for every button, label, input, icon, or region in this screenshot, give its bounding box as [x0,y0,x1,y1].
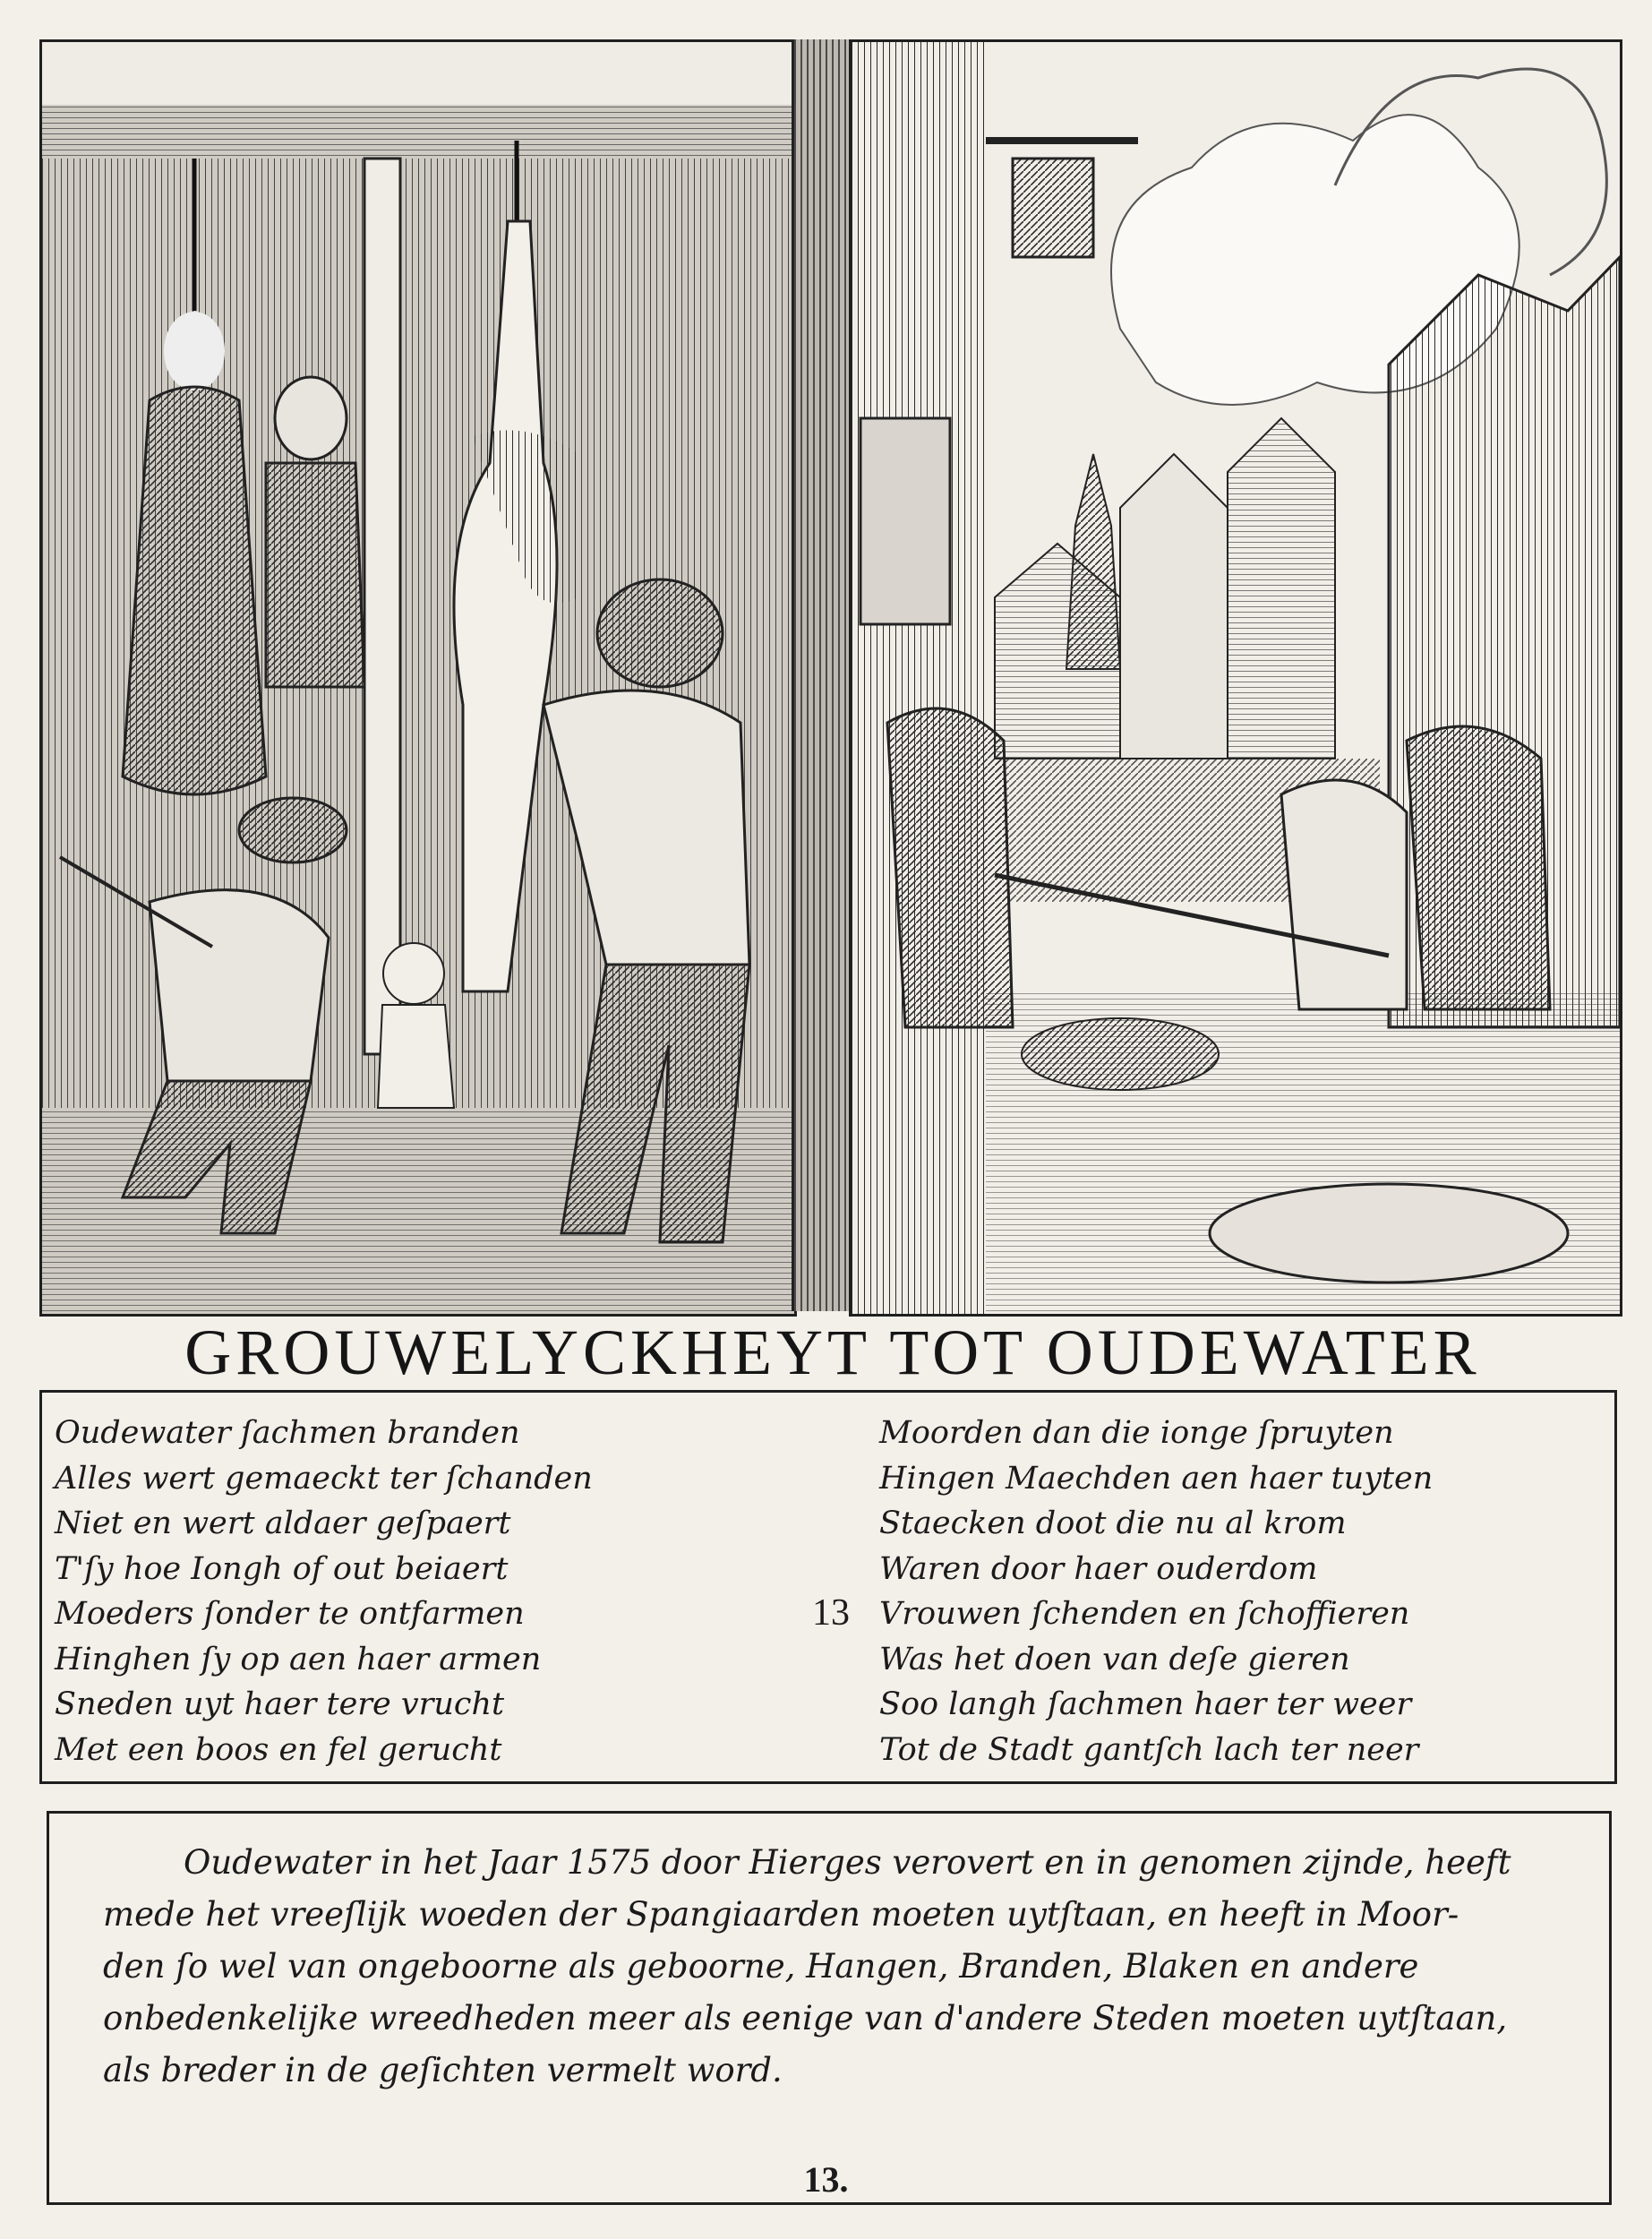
verse-number: 13 [812,1592,850,1634]
verse-line: Sneden uyt haer tere vrucht [55,1686,505,1722]
verse-line: Hinghen ſy op aen haer armen [55,1641,542,1677]
verse-line: Vrouwen ſchenden en ſchoffieren [879,1596,1410,1632]
verse-line: Niet en wert aldaer geſpaert [55,1506,511,1541]
print-title: GROUWELYCKHEYT TOT OUDEWATER [184,1317,1481,1388]
caption-line: mede het vreeſlijk woeden der Spangiaarden moeten uytſtaan, en heeft in Moor- [103,1895,1459,1934]
caption-box [47,1811,1612,2205]
page-number: 13. [803,2159,849,2200]
verse-line: Hingen Maechden aen haer tuyten [879,1460,1434,1497]
verse-line: T'ſy hoe Iongh of out beiaert [55,1550,509,1587]
verse-line: Waren door haer ouderdom [879,1550,1318,1587]
right-scene-illustration [852,42,1620,1314]
caption-line: den ſo wel van ongeboorne als geboorne, Hangen, Branden, Blaken en andere [103,1947,1419,1986]
verse-line: Oudewater ſachmen branden [55,1415,520,1451]
left-scene-illustration [42,42,794,1314]
caption-line: Oudewater in het Jaar 1575 door Hierges verovert en in genomen zijnde, heeft [184,1843,1511,1882]
verse-line: Met een boos en fel gerucht [55,1731,502,1768]
verse-line: Moorden dan die ionge ſpruyten [879,1415,1394,1451]
verse-right-column [879,1411,1605,1772]
verse-left-column [55,1411,789,1772]
caption-line: onbedenkelijke wreedheden meer als eenige van d'andere Steden moeten uytſtaan, [103,1999,1508,2037]
verse-line: Tot de Stadt gantſch lach ter neer [879,1731,1419,1768]
right-engraving-panel [849,39,1622,1317]
caption-text [103,1837,1571,2097]
verse-line: Was het doen van deſe gieren [879,1641,1350,1677]
verse-line: Soo langh ſachmen haer ter weer [879,1686,1412,1722]
verse-line: Moeders ſonder te ontfarmen [55,1596,525,1632]
verse-box [39,1390,1617,1784]
verse-line: Alles wert gemaeckt ter ſchanden [55,1460,593,1497]
caption-line: als breder in de geſichten vermelt word. [103,2051,783,2089]
center-divider-beam [792,39,854,1311]
verse-line: Staecken doot die nu al krom [879,1506,1347,1541]
left-engraving-panel [39,39,797,1317]
